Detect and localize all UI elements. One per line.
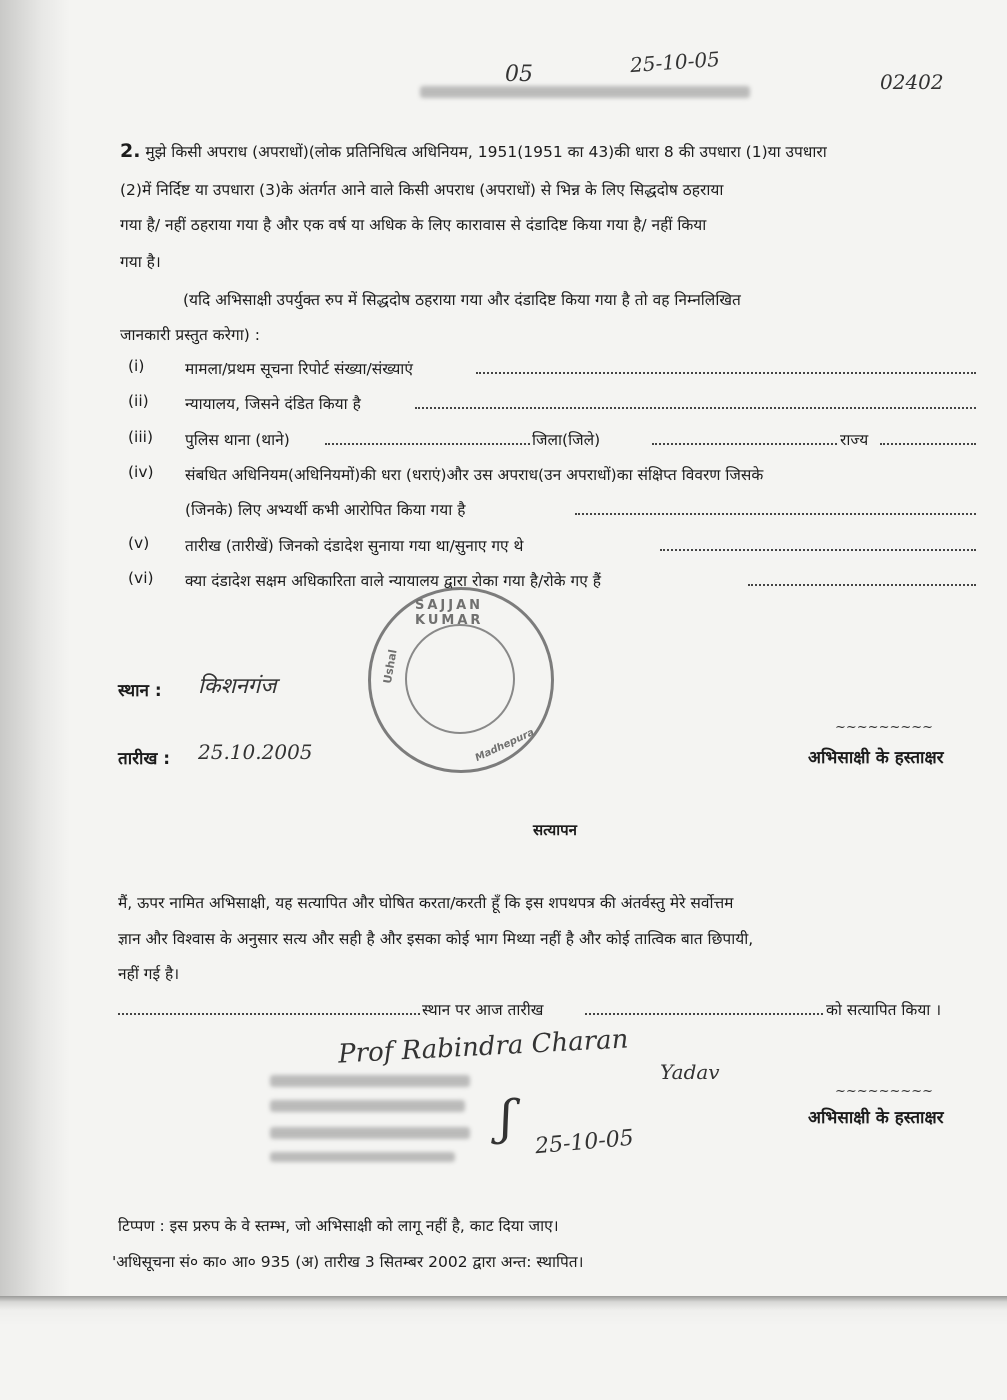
- deponent-signature-label-2: अभिसाक्षी के हस्ताक्षर: [808, 1108, 944, 1128]
- verification-place-fill: [118, 1013, 420, 1015]
- deponent-signature-2: ~~~~~~~~~: [835, 1084, 934, 1099]
- item-iv-text-cont: (जिनके) लिए अभ्यर्थी कभी आरोपित किया गया है: [185, 501, 466, 519]
- item-ii-num: (ii): [128, 392, 149, 410]
- verification-place-text: स्थान पर आज तारीख: [422, 1001, 544, 1019]
- clause2-line1: [120, 140, 827, 162]
- item-iii-fill-3: [880, 443, 976, 445]
- seal-inner-ring: [405, 624, 515, 734]
- item-vi-num: (vi): [128, 569, 154, 587]
- item-ii-text: न्यायालय, जिसने दंडित किया है: [185, 395, 361, 413]
- clause-number: 2.: [120, 140, 141, 162]
- clause2-note2: जानकारी प्रस्तुत करेगा) :: [120, 326, 260, 344]
- handwritten-mark-05: 05: [505, 62, 533, 87]
- item-iv-fill-line: [575, 513, 976, 515]
- verification-line1: मैं, ऊपर नामित अभिसाक्षी, यह सत्यापित और घोषित करता/करती हूँ कि इस शपथपत्र की अंतर्वस्तु मेरे सर्वोत्तम: [118, 894, 734, 912]
- verification-line2: ज्ञान और विश्वास के अनुसार सत्य और सही है और इसका कोई भाग मिथ्या नहीं है और कोई तात्विक बात छिपायी,: [118, 930, 754, 948]
- item-v-text: तारीख (तारीखें) जिनको दंडादेश सुनाया गया था/सुनाए गए थे: [185, 537, 524, 555]
- item-iii-text: पुलिस थाना (थाने): [185, 431, 290, 449]
- verification-line3: नहीं गई है।: [118, 965, 180, 983]
- item-v-fill-line: [660, 549, 976, 551]
- deponent-signature-label-1: अभिसाक्षी के हस्ताक्षर: [808, 748, 944, 768]
- handwritten-name-line1: Prof Rabindra Charan: [337, 1024, 630, 1070]
- item-v-num: (v): [128, 534, 150, 552]
- seal-bottom-text: Madhepura: [473, 727, 537, 764]
- handwritten-signature-scrawl: ʃ: [500, 1090, 514, 1146]
- item-iv-num: (iv): [128, 463, 154, 481]
- footer-notification: 'अधिसूचना सं० का० आ० 935 (अ) तारीख 3 सितम्बर 2002 द्वारा अन्त: स्थापित।: [112, 1253, 584, 1271]
- handwritten-signature-date: 25-10-05: [534, 1125, 635, 1160]
- deponent-signature-1: ~~~~~~~~~: [835, 720, 934, 735]
- clause2-line2: (2)में निर्दिष्ट या उपधारा (3)के अंतर्गत आने वाले किसी अपराध (अपराधों) से भिन्न के लिए सिद्धदोष ठहराया: [120, 181, 724, 199]
- place-label: स्थान :: [118, 681, 162, 701]
- seal-left-text: Ushal: [380, 648, 400, 685]
- verification-verified-text: को सत्यापित किया ।: [826, 1001, 942, 1019]
- redacted-attestation-1: [270, 1075, 470, 1087]
- redacted-attestation-2: [270, 1100, 465, 1112]
- item-vi-fill-line: [748, 584, 976, 586]
- item-iii-state: राज्य: [840, 431, 869, 449]
- scan-bottom-shadow: [0, 1296, 1007, 1400]
- redacted-attestation-3: [270, 1127, 470, 1139]
- redacted-stamp-top: [420, 86, 750, 98]
- seal-top-text: SAJJAN KUMAR: [415, 598, 484, 628]
- clause2-line3: गया है/ नहीं ठहराया गया है और एक वर्ष या अधिक के लिए कारावास से दंडादिष्ट किया गया है/ नहीं किया: [120, 216, 707, 234]
- page-edge-shadow: [0, 0, 70, 1300]
- verification-title: सत्यापन: [533, 821, 577, 839]
- official-seal-stamp: [368, 587, 554, 773]
- item-iii-num: (iii): [128, 428, 154, 446]
- handwritten-number-top: 02402: [880, 70, 944, 94]
- date-value-handwritten: 25.10.2005: [198, 740, 313, 764]
- clause2-note1: (यदि अभिसाक्षी उपर्युक्त रुप में सिद्धदोष ठहराया गया और दंडादिष्ट किया गया है तो वह निम्नलिखित: [183, 291, 741, 309]
- item-i-num: (i): [128, 357, 145, 375]
- item-iii-fill-2: [652, 443, 837, 445]
- item-vi-text: क्या दंडादेश सक्षम अधिकारिता वाले न्यायालय द्वारा रोका गया है/रोके गए हैं: [185, 572, 601, 590]
- item-iii-fill-1: [325, 443, 530, 445]
- handwritten-name-line2: Yadav: [660, 1060, 720, 1084]
- handwritten-date-top: 25-10-05: [629, 46, 721, 78]
- item-i-fill-line: [476, 372, 976, 374]
- clause2-text1: मुझे किसी अपराध (अपराधों)(लोक प्रतिनिधित्व अधिनियम, 1951(1951 का 43)की धारा 8 की उपधारा (1)या उपधारा: [145, 143, 827, 161]
- place-value-handwritten: किशनगंज: [198, 674, 277, 699]
- verification-date-fill: [585, 1013, 823, 1015]
- item-i-text: मामला/प्रथम सूचना रिपोर्ट संख्या/संख्याएं: [185, 360, 413, 378]
- item-iv-text: संबधित अधिनियम(अधिनियमों)की धरा (धराएं)और उस अपराध(उन अपराधों)का संक्षिप्त विवरण जिसके: [185, 466, 764, 484]
- item-iii-district: जिला(जिले): [532, 431, 601, 449]
- date-label: तारीख :: [118, 749, 171, 769]
- redacted-attestation-4: [270, 1152, 455, 1162]
- footer-note: टिप्पण : इस प्ररुप के वे स्तम्भ, जो अभिसाक्षी को लागू नहीं है, काट दिया जाए।: [118, 1217, 559, 1235]
- clause2-line4: गया है।: [120, 253, 161, 271]
- item-ii-fill-line: [415, 407, 976, 409]
